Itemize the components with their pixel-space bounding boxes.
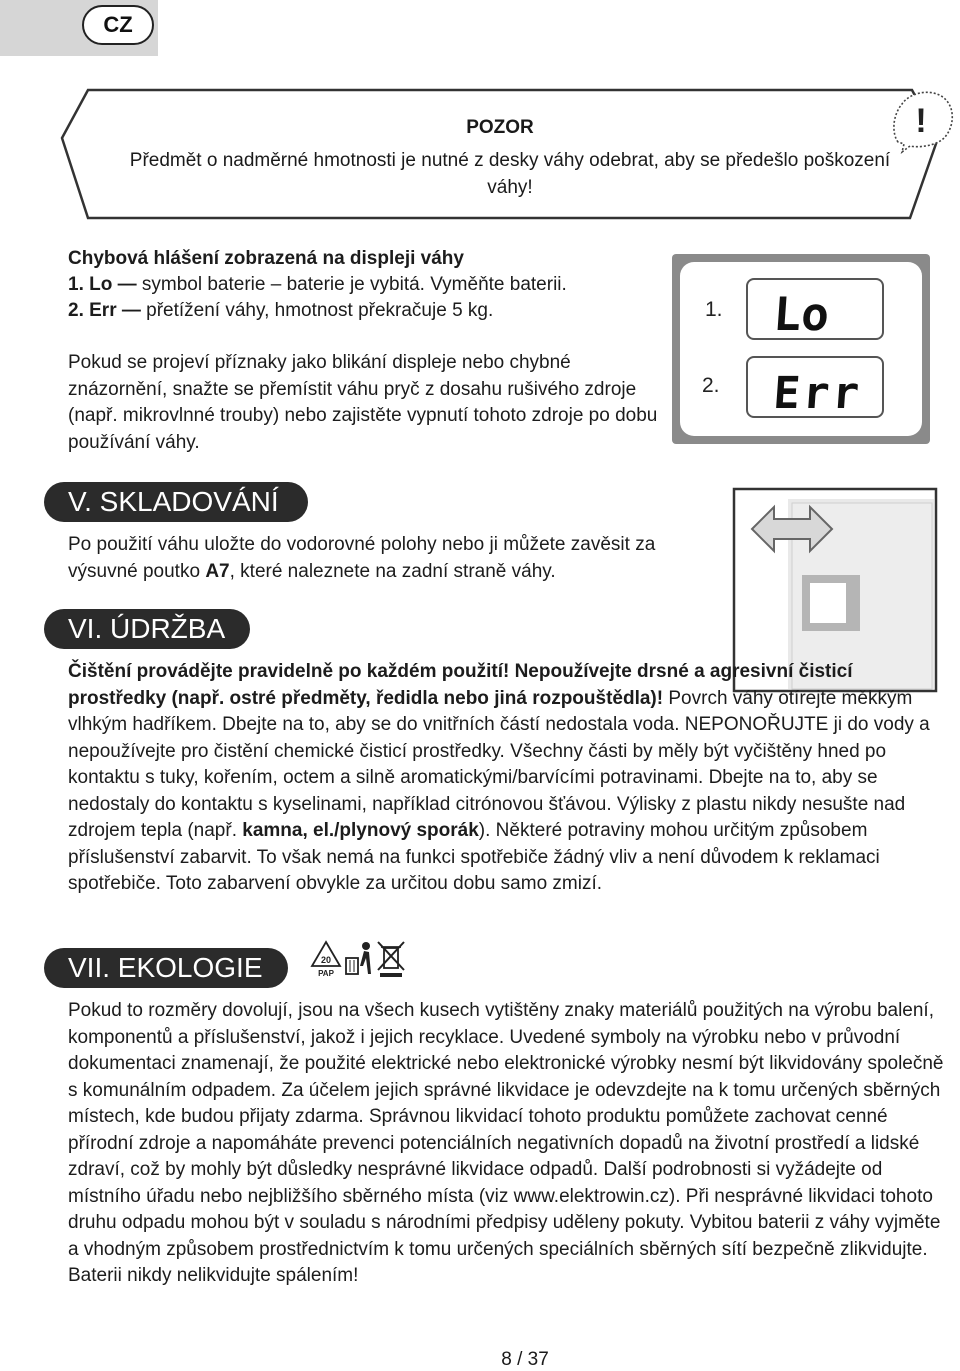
lcd-lo-readout xyxy=(748,280,882,338)
lcd-display-err xyxy=(746,356,884,418)
error-item-lo xyxy=(68,272,668,298)
error-err-label: 2. Err — xyxy=(68,300,141,321)
recycle-label: PAP xyxy=(318,969,334,978)
ecology-paragraph: Pokud to rozměry dovolují, jsou na všech kusech vytištěny znaky materiálů použitých na výrobu balení, komponentů a příslušenství, jakož i jejich recyklace. Uvedené symboly na výrobku nebo v průvodní dokumentaci znamenají, že použité elektrické nebo elektronické výrobky nesmí být likvidovány společně s komunálním odpadem. Za účelem jejich správné likvidace je odevzdejte na k tomu určených sběrných místech, kde budou přijaty zdarma. Správnou likvidací tohoto produktu pomůžete zachovat cenné přírodní zdroje a napomáháte prevenci potenciálních negativních dopadů na životní prostředí a lidské zdraví, což by mohly být důsledky nesprávné likvidace odpadů. Další podrobnosti si vyžádejte od místního úřadu nebo nejbližšího sběrného místa (viz www.elektrowin.cz). Při nesprávné likvidaci tohoto druhu odpadu mohou být v souladu s národními předpisy uděleny pokuty. Vybitou baterii z váhy vyjměte a vhodným způsobem prostřednictvím k tomu určených speciálních sběrných sítí bezpečně zlikvidujte. Baterii nikdy nelikvidujte spálením! xyxy=(68,1000,944,1286)
lcd-display-lo xyxy=(746,278,884,340)
warning-text: Předmět o nadměrné hmotnosti je nutné z desky váhy odebrat, aby se předešlo poškození váhy! xyxy=(129,150,891,198)
maintenance-text-b: ). Některé potraviny mohou určitým způsobem příslušenství zabarvit. To však nemá na funkci spotřebiče žádný vliv a není důvodem k reklamaci spotřebiče. Toto zabarvení obvykle za určitou dobu samo zmizí. xyxy=(68,820,880,894)
storage-text-b: , které naleznete na zadní straně váhy. xyxy=(229,560,556,582)
recycle-icon xyxy=(312,942,340,978)
error-item-err xyxy=(68,298,668,324)
error-lo-text: symbol baterie – baterie je vybitá. Vyměňte baterii. xyxy=(136,274,567,295)
crossed-bin-icon xyxy=(378,942,404,977)
warning-title: POZOR xyxy=(466,117,534,138)
lcd-err-text: Err xyxy=(771,368,864,416)
exclamation-mark: ! xyxy=(915,102,927,140)
ecology-symbols xyxy=(308,938,412,980)
storage-paragraph xyxy=(68,532,728,585)
section-header-ecology: VII. EKOLOGIE xyxy=(46,950,286,986)
maintenance-bold-a: Čištění provádějte pravidelně po každém použití! Nepoužívejte drsné a agresivní čisticí prostředky (např. ostré předměty, ředidla nebo jiná rozpouštědla)! xyxy=(68,661,853,709)
storage-text-bold: A7 xyxy=(205,560,230,582)
section-header-storage: V. SKLADOVÁNÍ xyxy=(46,484,306,520)
interference-paragraph: Pokud se projeví příznaky jako blikání displeje nebo chybné znázornění, snažte se přemístit váhu pryč z dosahu rušivého zdroje (např. mikrovlnné trouby) nebo zajistěte vypnutí tohoto zdroje po dobu používání váhy. xyxy=(68,352,658,453)
error-err-text: přetížení váhy, hmotnost překračuje 5 kg. xyxy=(140,300,494,321)
display-number-2: 2. xyxy=(702,374,720,397)
language-badge: CZ xyxy=(82,5,154,45)
lcd-lo-text: Lo xyxy=(771,287,831,338)
display-number-1: 1. xyxy=(705,298,723,321)
error-lo-label: 1. Lo — xyxy=(68,274,137,295)
recycle-number: 20 xyxy=(320,955,332,965)
lcd-err-readout xyxy=(748,358,882,416)
error-heading: Chybová hlášení zobrazená na displeji váhy xyxy=(68,248,464,269)
error-messages xyxy=(68,246,668,324)
maintenance-text-a: Povrch váhy otírejte měkkým vlhkým hadříkem. Dbejte na to, aby se do vnitřních částí nedostala voda. NEPONOŘUJTE ji do vody a nepoužívejte pro čistění chemické čisticí prostředky. Všechny části by měly být vyčištěny hned po kontaktu s tuky, kořením, octem a silně aromatickými/barvícími potravinami. Dbejte na to, aby se nedostaly do kontaktu s kyselinami, například citrónovou šťávou. Výlisky z plastu nikdy nesušte nad zdrojem tepla (např. xyxy=(68,687,930,841)
storage-text-a: Po použití váhu uložte do vodorovné polohy nebo ji můžete zavěsit za výsuvné poutko xyxy=(68,534,656,582)
maintenance-paragraph xyxy=(68,659,948,898)
maintenance-bold-b: kamna, el./plynový sporák xyxy=(242,820,479,841)
litter-bin-icon xyxy=(346,942,371,974)
page-number: 8 / 37 xyxy=(501,1349,549,1370)
section-header-maintenance: VI. ÚDRŽBA xyxy=(46,611,248,647)
